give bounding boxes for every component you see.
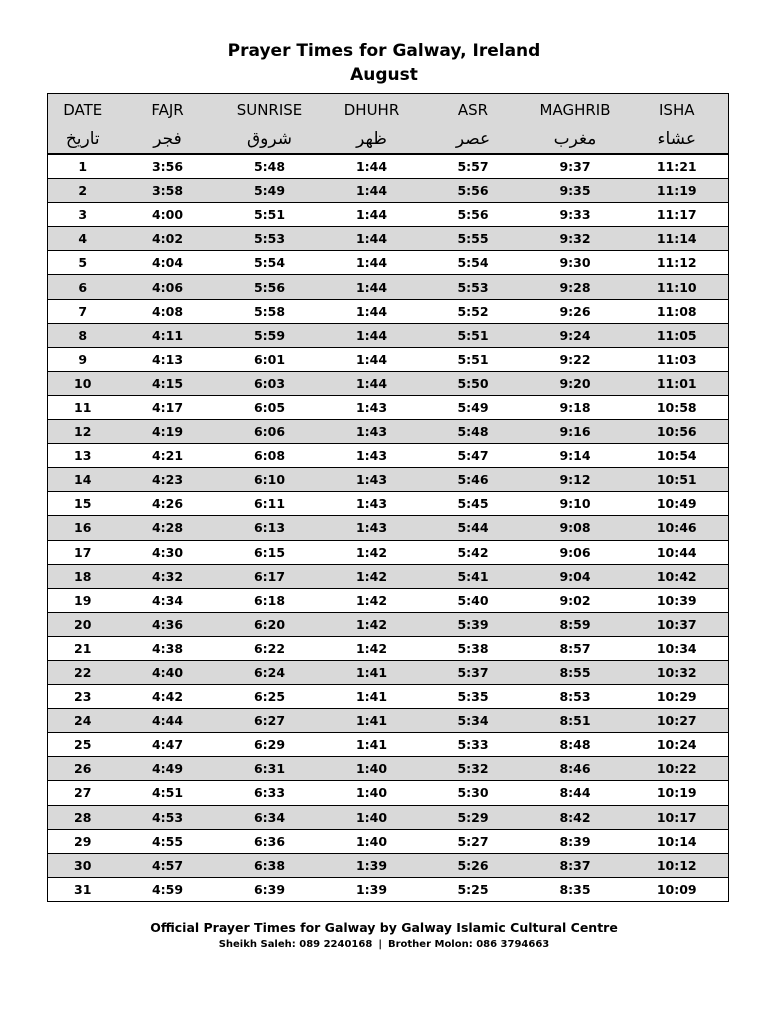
cell-maghrib: 9:18 — [525, 395, 626, 419]
cell-isha: 10:39 — [626, 588, 729, 612]
table-row — [48, 468, 729, 492]
cell-date: 19 — [48, 588, 118, 612]
cell-maghrib: 8:59 — [525, 612, 626, 636]
cell-isha: 11:17 — [626, 203, 729, 227]
col-header-isha: ISHA — [626, 94, 729, 126]
col-header-asr: ASR — [422, 94, 525, 126]
cell-asr: 5:56 — [422, 179, 525, 203]
cell-fajr: 4:26 — [118, 492, 218, 516]
table-row — [48, 347, 729, 371]
cell-maghrib: 9:14 — [525, 444, 626, 468]
cell-maghrib: 8:55 — [525, 660, 626, 684]
cell-isha: 10:17 — [626, 805, 729, 829]
cell-maghrib: 8:39 — [525, 829, 626, 853]
col-header-dhuhr: DHUHR — [322, 94, 422, 126]
cell-maghrib: 8:44 — [525, 781, 626, 805]
cell-maghrib: 9:35 — [525, 179, 626, 203]
table-row — [48, 636, 729, 660]
cell-dhuhr: 1:42 — [322, 588, 422, 612]
cell-sunrise: 6:11 — [218, 492, 322, 516]
cell-fajr: 4:44 — [118, 709, 218, 733]
cell-fajr: 3:56 — [118, 154, 218, 179]
cell-fajr: 4:11 — [118, 323, 218, 347]
cell-fajr: 4:19 — [118, 420, 218, 444]
cell-date: 8 — [48, 323, 118, 347]
cell-fajr: 4:49 — [118, 757, 218, 781]
cell-asr: 5:26 — [422, 853, 525, 877]
cell-date: 22 — [48, 660, 118, 684]
cell-sunrise: 6:01 — [218, 347, 322, 371]
cell-date: 7 — [48, 299, 118, 323]
table-row — [48, 564, 729, 588]
cell-fajr: 4:08 — [118, 299, 218, 323]
cell-fajr: 4:55 — [118, 829, 218, 853]
cell-dhuhr: 1:43 — [322, 516, 422, 540]
cell-fajr: 4:28 — [118, 516, 218, 540]
table-row — [48, 853, 729, 877]
prayer-times-table — [47, 93, 729, 902]
cell-dhuhr: 1:42 — [322, 636, 422, 660]
table-row — [48, 588, 729, 612]
cell-asr: 5:39 — [422, 612, 525, 636]
cell-isha: 10:19 — [626, 781, 729, 805]
cell-dhuhr: 1:40 — [322, 757, 422, 781]
cell-asr: 5:52 — [422, 299, 525, 323]
cell-dhuhr: 1:44 — [322, 371, 422, 395]
cell-dhuhr: 1:42 — [322, 612, 422, 636]
cell-date: 29 — [48, 829, 118, 853]
table-row — [48, 275, 729, 299]
cell-isha: 10:56 — [626, 420, 729, 444]
cell-isha: 10:44 — [626, 540, 729, 564]
cell-dhuhr: 1:41 — [322, 733, 422, 757]
cell-dhuhr: 1:44 — [322, 203, 422, 227]
cell-fajr: 4:17 — [118, 395, 218, 419]
cell-fajr: 4:51 — [118, 781, 218, 805]
contact-sheikh: Sheikh Saleh: 089 2240168 — [218, 939, 373, 950]
cell-asr: 5:35 — [422, 685, 525, 709]
cell-asr: 5:29 — [422, 805, 525, 829]
table-row — [48, 371, 729, 395]
cell-asr: 5:38 — [422, 636, 525, 660]
cell-dhuhr: 1:44 — [322, 179, 422, 203]
cell-maghrib: 8:37 — [525, 853, 626, 877]
cell-dhuhr: 1:40 — [322, 781, 422, 805]
cell-asr: 5:47 — [422, 444, 525, 468]
table-row — [48, 395, 729, 419]
cell-asr: 5:27 — [422, 829, 525, 853]
cell-isha: 10:27 — [626, 709, 729, 733]
cell-sunrise: 6:27 — [218, 709, 322, 733]
cell-sunrise: 6:18 — [218, 588, 322, 612]
cell-maghrib: 9:08 — [525, 516, 626, 540]
table-row — [48, 612, 729, 636]
table-row — [48, 323, 729, 347]
cell-maghrib: 9:10 — [525, 492, 626, 516]
cell-fajr: 4:32 — [118, 564, 218, 588]
cell-maghrib: 9:32 — [525, 227, 626, 251]
table-row — [48, 492, 729, 516]
table-row — [48, 251, 729, 275]
cell-sunrise: 6:38 — [218, 853, 322, 877]
table-row — [48, 685, 729, 709]
cell-date: 17 — [48, 540, 118, 564]
cell-isha: 11:12 — [626, 251, 729, 275]
cell-date: 9 — [48, 347, 118, 371]
cell-date: 30 — [48, 853, 118, 877]
cell-isha: 11:01 — [626, 371, 729, 395]
cell-maghrib: 9:16 — [525, 420, 626, 444]
cell-maghrib: 9:12 — [525, 468, 626, 492]
cell-asr: 5:45 — [422, 492, 525, 516]
cell-dhuhr: 1:43 — [322, 468, 422, 492]
cell-fajr: 4:42 — [118, 685, 218, 709]
col-header-fajr-arabic: فجر — [118, 125, 218, 154]
cell-sunrise: 5:54 — [218, 251, 322, 275]
cell-isha: 10:22 — [626, 757, 729, 781]
cell-dhuhr: 1:43 — [322, 444, 422, 468]
cell-dhuhr: 1:43 — [322, 395, 422, 419]
cell-sunrise: 5:58 — [218, 299, 322, 323]
cell-asr: 5:49 — [422, 395, 525, 419]
cell-isha: 10:24 — [626, 733, 729, 757]
cell-isha: 10:49 — [626, 492, 729, 516]
table-row — [48, 733, 729, 757]
cell-isha: 10:14 — [626, 829, 729, 853]
cell-asr: 5:34 — [422, 709, 525, 733]
cell-date: 14 — [48, 468, 118, 492]
cell-asr: 5:44 — [422, 516, 525, 540]
cell-sunrise: 6:15 — [218, 540, 322, 564]
cell-fajr: 4:38 — [118, 636, 218, 660]
cell-asr: 5:56 — [422, 203, 525, 227]
cell-fajr: 3:58 — [118, 179, 218, 203]
cell-isha: 10:09 — [626, 877, 729, 901]
cell-maghrib: 9:20 — [525, 371, 626, 395]
cell-asr: 5:40 — [422, 588, 525, 612]
cell-sunrise: 6:34 — [218, 805, 322, 829]
cell-dhuhr: 1:44 — [322, 227, 422, 251]
table-row — [48, 829, 729, 853]
table-row — [48, 877, 729, 901]
cell-asr: 5:54 — [422, 251, 525, 275]
cell-sunrise: 5:56 — [218, 275, 322, 299]
header-row-english — [48, 94, 729, 126]
cell-fajr: 4:36 — [118, 612, 218, 636]
cell-dhuhr: 1:43 — [322, 492, 422, 516]
table-row — [48, 299, 729, 323]
cell-sunrise: 6:33 — [218, 781, 322, 805]
cell-sunrise: 6:06 — [218, 420, 322, 444]
cell-date: 2 — [48, 179, 118, 203]
cell-fajr: 4:59 — [118, 877, 218, 901]
cell-isha: 10:54 — [626, 444, 729, 468]
table-row — [48, 420, 729, 444]
cell-maghrib: 8:57 — [525, 636, 626, 660]
table-row — [48, 757, 729, 781]
cell-isha: 10:42 — [626, 564, 729, 588]
cell-asr: 5:51 — [422, 347, 525, 371]
col-header-sunrise-arabic: شروق — [218, 125, 322, 154]
cell-asr: 5:33 — [422, 733, 525, 757]
cell-sunrise: 6:36 — [218, 829, 322, 853]
table-row — [48, 179, 729, 203]
cell-maghrib: 9:06 — [525, 540, 626, 564]
contact-brother: Brother Molon: 086 3794663 — [387, 939, 550, 950]
cell-sunrise: 6:29 — [218, 733, 322, 757]
cell-date: 1 — [48, 154, 118, 179]
cell-asr: 5:57 — [422, 154, 525, 179]
cell-fajr: 4:04 — [118, 251, 218, 275]
cell-isha: 10:34 — [626, 636, 729, 660]
cell-fajr: 4:34 — [118, 588, 218, 612]
cell-maghrib: 8:42 — [525, 805, 626, 829]
cell-asr: 5:53 — [422, 275, 525, 299]
cell-date: 20 — [48, 612, 118, 636]
cell-dhuhr: 1:41 — [322, 660, 422, 684]
cell-isha: 10:37 — [626, 612, 729, 636]
cell-date: 27 — [48, 781, 118, 805]
cell-maghrib: 9:04 — [525, 564, 626, 588]
cell-isha: 10:29 — [626, 685, 729, 709]
month-title: August — [350, 65, 418, 85]
col-header-isha-arabic: عشاء — [626, 125, 729, 154]
cell-asr: 5:55 — [422, 227, 525, 251]
cell-maghrib: 9:02 — [525, 588, 626, 612]
page-title: Prayer Times for Galway, Ireland — [227, 41, 541, 61]
cell-asr: 5:42 — [422, 540, 525, 564]
cell-date: 4 — [48, 227, 118, 251]
table-row — [48, 781, 729, 805]
cell-dhuhr: 1:41 — [322, 685, 422, 709]
cell-date: 28 — [48, 805, 118, 829]
cell-maghrib: 8:48 — [525, 733, 626, 757]
footer-credit: Official Prayer Times for Galway by Galway Islamic Cultural Centre — [150, 920, 618, 935]
cell-maghrib: 9:26 — [525, 299, 626, 323]
cell-fajr: 4:13 — [118, 347, 218, 371]
cell-isha: 11:08 — [626, 299, 729, 323]
col-header-maghrib: MAGHRIB — [525, 94, 626, 126]
table-row — [48, 227, 729, 251]
cell-isha: 10:58 — [626, 395, 729, 419]
cell-asr: 5:32 — [422, 757, 525, 781]
cell-date: 15 — [48, 492, 118, 516]
col-header-sunrise: SUNRISE — [218, 94, 322, 126]
cell-isha: 10:12 — [626, 853, 729, 877]
cell-isha: 11:05 — [626, 323, 729, 347]
cell-sunrise: 6:20 — [218, 612, 322, 636]
cell-dhuhr: 1:40 — [322, 829, 422, 853]
cell-asr: 5:25 — [422, 877, 525, 901]
footer-contacts — [0, 939, 768, 950]
cell-dhuhr: 1:44 — [322, 323, 422, 347]
cell-date: 25 — [48, 733, 118, 757]
table-row — [48, 203, 729, 227]
cell-asr: 5:46 — [422, 468, 525, 492]
cell-date: 5 — [48, 251, 118, 275]
cell-dhuhr: 1:39 — [322, 853, 422, 877]
cell-fajr: 4:30 — [118, 540, 218, 564]
cell-fajr: 4:57 — [118, 853, 218, 877]
cell-isha: 11:21 — [626, 154, 729, 179]
cell-sunrise: 6:31 — [218, 757, 322, 781]
cell-sunrise: 5:48 — [218, 154, 322, 179]
cell-maghrib: 9:37 — [525, 154, 626, 179]
cell-isha: 11:14 — [626, 227, 729, 251]
cell-fajr: 4:06 — [118, 275, 218, 299]
cell-date: 16 — [48, 516, 118, 540]
header-row-arabic — [48, 125, 729, 154]
table-row — [48, 805, 729, 829]
cell-date: 10 — [48, 371, 118, 395]
cell-fajr: 4:53 — [118, 805, 218, 829]
cell-sunrise: 5:53 — [218, 227, 322, 251]
cell-maghrib: 9:22 — [525, 347, 626, 371]
cell-asr: 5:37 — [422, 660, 525, 684]
cell-date: 3 — [48, 203, 118, 227]
col-header-maghrib-arabic: مغرب — [525, 125, 626, 154]
cell-fajr: 4:23 — [118, 468, 218, 492]
cell-dhuhr: 1:41 — [322, 709, 422, 733]
cell-maghrib: 8:46 — [525, 757, 626, 781]
cell-date: 13 — [48, 444, 118, 468]
cell-sunrise: 6:17 — [218, 564, 322, 588]
cell-maghrib: 9:24 — [525, 323, 626, 347]
table-body — [48, 154, 729, 901]
cell-sunrise: 6:25 — [218, 685, 322, 709]
cell-date: 31 — [48, 877, 118, 901]
cell-maghrib: 9:33 — [525, 203, 626, 227]
cell-sunrise: 6:39 — [218, 877, 322, 901]
cell-dhuhr: 1:44 — [322, 154, 422, 179]
cell-isha: 10:46 — [626, 516, 729, 540]
cell-date: 6 — [48, 275, 118, 299]
table-row — [48, 660, 729, 684]
cell-fajr: 4:47 — [118, 733, 218, 757]
cell-date: 11 — [48, 395, 118, 419]
cell-fajr: 4:02 — [118, 227, 218, 251]
cell-isha: 11:19 — [626, 179, 729, 203]
cell-sunrise: 6:08 — [218, 444, 322, 468]
cell-maghrib: 9:30 — [525, 251, 626, 275]
cell-maghrib: 9:28 — [525, 275, 626, 299]
cell-maghrib: 8:35 — [525, 877, 626, 901]
table-row — [48, 709, 729, 733]
cell-sunrise: 6:05 — [218, 395, 322, 419]
cell-dhuhr: 1:44 — [322, 251, 422, 275]
col-header-date-arabic: تاريخ — [48, 125, 118, 154]
cell-maghrib: 8:53 — [525, 685, 626, 709]
cell-isha: 10:32 — [626, 660, 729, 684]
cell-isha: 10:51 — [626, 468, 729, 492]
cell-sunrise: 6:10 — [218, 468, 322, 492]
cell-dhuhr: 1:44 — [322, 347, 422, 371]
cell-date: 26 — [48, 757, 118, 781]
cell-sunrise: 6:13 — [218, 516, 322, 540]
cell-fajr: 4:15 — [118, 371, 218, 395]
cell-date: 12 — [48, 420, 118, 444]
cell-sunrise: 5:59 — [218, 323, 322, 347]
cell-fajr: 4:40 — [118, 660, 218, 684]
cell-dhuhr: 1:44 — [322, 275, 422, 299]
cell-dhuhr: 1:43 — [322, 420, 422, 444]
cell-dhuhr: 1:42 — [322, 564, 422, 588]
cell-isha: 11:10 — [626, 275, 729, 299]
col-header-dhuhr-arabic: ظهر — [322, 125, 422, 154]
cell-dhuhr: 1:42 — [322, 540, 422, 564]
cell-asr: 5:48 — [422, 420, 525, 444]
cell-sunrise: 5:49 — [218, 179, 322, 203]
cell-dhuhr: 1:40 — [322, 805, 422, 829]
cell-asr: 5:50 — [422, 371, 525, 395]
cell-asr: 5:30 — [422, 781, 525, 805]
cell-dhuhr: 1:39 — [322, 877, 422, 901]
table-row — [48, 540, 729, 564]
cell-sunrise: 6:03 — [218, 371, 322, 395]
col-header-date: DATE — [48, 94, 118, 126]
col-header-fajr: FAJR — [118, 94, 218, 126]
cell-asr: 5:51 — [422, 323, 525, 347]
cell-sunrise: 6:24 — [218, 660, 322, 684]
cell-date: 23 — [48, 685, 118, 709]
cell-maghrib: 8:51 — [525, 709, 626, 733]
table-row — [48, 154, 729, 179]
col-header-asr-arabic: عصر — [422, 125, 525, 154]
cell-date: 24 — [48, 709, 118, 733]
contact-separator: | — [378, 939, 382, 950]
cell-asr: 5:41 — [422, 564, 525, 588]
cell-dhuhr: 1:44 — [322, 299, 422, 323]
cell-sunrise: 5:51 — [218, 203, 322, 227]
cell-date: 21 — [48, 636, 118, 660]
table-row — [48, 444, 729, 468]
cell-sunrise: 6:22 — [218, 636, 322, 660]
cell-fajr: 4:00 — [118, 203, 218, 227]
cell-fajr: 4:21 — [118, 444, 218, 468]
cell-date: 18 — [48, 564, 118, 588]
cell-isha: 11:03 — [626, 347, 729, 371]
table-row — [48, 516, 729, 540]
